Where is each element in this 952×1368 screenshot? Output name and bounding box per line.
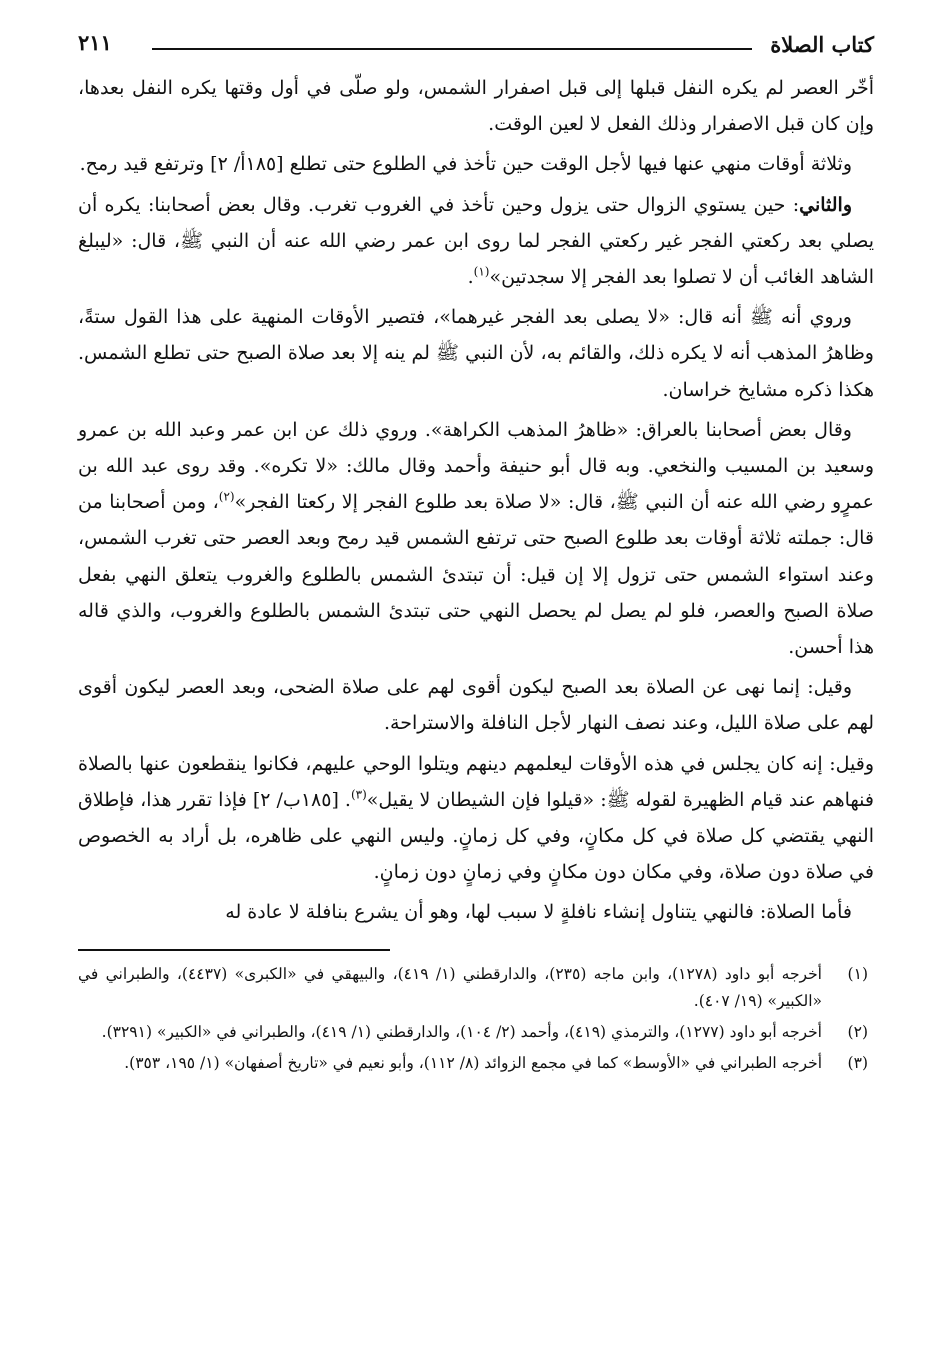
- paragraph: [78, 70, 874, 142]
- paragraph-text-cont: . [١٨٥ب/ ٢] فإذا تقرر هذا، فإطلاق النهي يقتضي كل صلاة في كل مكانٍ، وفي كل زمانٍ. وليس النهي على ظاهره، بل أراد به الخصوص في صلاة دون صلاة، وفي مكان دون مكانٍ وفي زمانٍ دون زمانٍ.: [78, 788, 874, 884]
- paragraph: [78, 412, 874, 665]
- footnote-number: (١): [847, 964, 868, 983]
- paragraph-text: وقيل: إنما نهى عن الصلاة بعد الصبح ليكون أقوى لهم على صلاة الضحى، وبعد العصر ليكون أقوى لهم على صلاة الليل، وعند نصف النهار لأجل النافلة والاستراحة.: [78, 676, 874, 735]
- footnote-reference[interactable]: (٢): [218, 489, 235, 504]
- paragraph-text-cont: .: [467, 266, 474, 289]
- paragraph-text: وقيل: إنه كان يجلس في هذه الأوقات ليعلمهم دينهم ويتلوا الوحي عليهم، فكانوا ينقطعون عنها بالصلاة فنهاهم عند قيام الظهيرة لقوله ﷺ: «قيلوا فإن الشيطان لا يقيل»: [78, 752, 874, 811]
- footnote-text: أخرجه الطبراني في «الأوسط» كما في مجمع الزوائد (٨/ ١١٢)، وأبو نعيم في «تاريخ أصفهان» (١/ ١٩٥، ٣٥٣).: [124, 1053, 822, 1072]
- book-page: [78, 26, 874, 1346]
- paragraph: [78, 669, 874, 741]
- paragraph: [78, 894, 874, 930]
- paragraph-text: وقال بعض أصحابنا بالعراق: «ظاهرُ المذهب الكراهة». وروي ذلك عن ابن عمر وعبد الله بن عمرو وسعيد بن المسيب والنخعي. وبه قال أبو حنيفة وأحمد وقال مالك: «لا تكره». وقد روى عبد الله بن عمرٍو رضي الله عنه أن النبي ﷺ، قال: «لا صلاة بعد طلوع الفجر إلا ركعتا الفجر»: [78, 418, 875, 514]
- footnote-number: (٣): [847, 1053, 868, 1072]
- footnote: [78, 1019, 874, 1046]
- footnote-separator: [78, 949, 390, 951]
- footnote-text: أخرجه أبو داود (١٢٧٧)، والترمذي (٤١٩)، وأحمد (٢/ ١٠٤)، والدارقطني (١/ ٤١٩)، والطبراني في «الكبير» (٣٢٩١).: [101, 1022, 822, 1041]
- footnote-reference[interactable]: (٣): [350, 787, 367, 802]
- paragraph-text: : حين يستوي الزوال حتى يزول وحين تأخذ في الغروب تغرب. وقال بعض أصحابنا: يكره أن يصلي بعد ركعتي الفجر غير ركعتي الفجر لما روى ابن عمر رضي الله عنه أن النبي ﷺ، قال: «ليبلغ الشاهد الغائب أن لا تصلوا بعد الفجر إلا سجدتين»: [78, 193, 874, 289]
- paragraph: [78, 146, 874, 182]
- chapter-title: كتاب الصلاة: [770, 32, 874, 57]
- footnote: [78, 1050, 874, 1077]
- paragraph-text: وروي أنه ﷺ أنه قال: «لا يصلى بعد الفجر غيرهما»، فتصير الأوقات المنهية على هذا القول ستةً، وظاهرُ المذهب أنه لا يكره ذلك، والقائم به، لأن النبي ﷺ لم ينه إلا بعد صلاة الصبح حتى تطلع الشمس. هكذا ذكره مشايخ خراسان.: [78, 306, 874, 401]
- footnote-number: (٢): [847, 1022, 868, 1041]
- header-rule: [152, 48, 752, 50]
- footnote-reference[interactable]: (١): [473, 264, 490, 279]
- footnote: [78, 961, 874, 1015]
- footnotes: [78, 961, 874, 1077]
- paragraph: [78, 187, 874, 296]
- paragraph-text: وثلاثة أوقات منهي عنها فيها لأجل الوقت حين تأخذ في الطلوع حتى تطلع [١٨٥أ/ ٢] وترتفع قيد رمح.: [79, 153, 852, 176]
- paragraph-text-cont: ، ومن أصحابنا من قال: جملته ثلاثة أوقات بعد طلوع الصبح حتى ترتفع الشمس قيد رمح وبعد العصر حتى تغرب الشمس، وعند استواء الشمس حتى تزول إلا إن قيل: أن تبتدئ الشمس بالطلوع والغروب يتعلق النهي بفعل صلاة الصبح والعصر، فلو لم يصل لم يحصل النهي حتى تبتدئ الشمس بالطلوع والغروب، والذي قاله هذا أحسن.: [78, 491, 874, 659]
- paragraph-text: أخّر العصر لم يكره النفل قبلها إلى قبل اصفرار الشمس، ولو صلّى في أول وقتها يكره النفل بعدها، وإن كان قبل الاصفرار وذلك الفعل لا لعين الوقت.: [78, 77, 874, 136]
- paragraph: [78, 299, 874, 408]
- paragraph-text: فأما الصلاة: فالنهي يتناول إنشاء نافلةٍ لا سبب لها، وهو أن يشرع بنافلة لا عادة له: [225, 901, 852, 924]
- paragraph-lead: والثاني: [799, 193, 852, 216]
- main-text: [78, 70, 874, 931]
- running-header: [78, 26, 874, 70]
- page-number: ٢١١: [78, 30, 112, 55]
- paragraph: [78, 746, 874, 891]
- footnote-text: أخرجه أبو داود (١٢٧٨)، وابن ماجه (٢٣٥)، والدارقطني (١/ ٤١٩)، والبيهقي في «الكبرى» (٤٤٣٧)، والطبراني في «الكبير» (١٩/ ٤٠٧).: [78, 964, 822, 1010]
